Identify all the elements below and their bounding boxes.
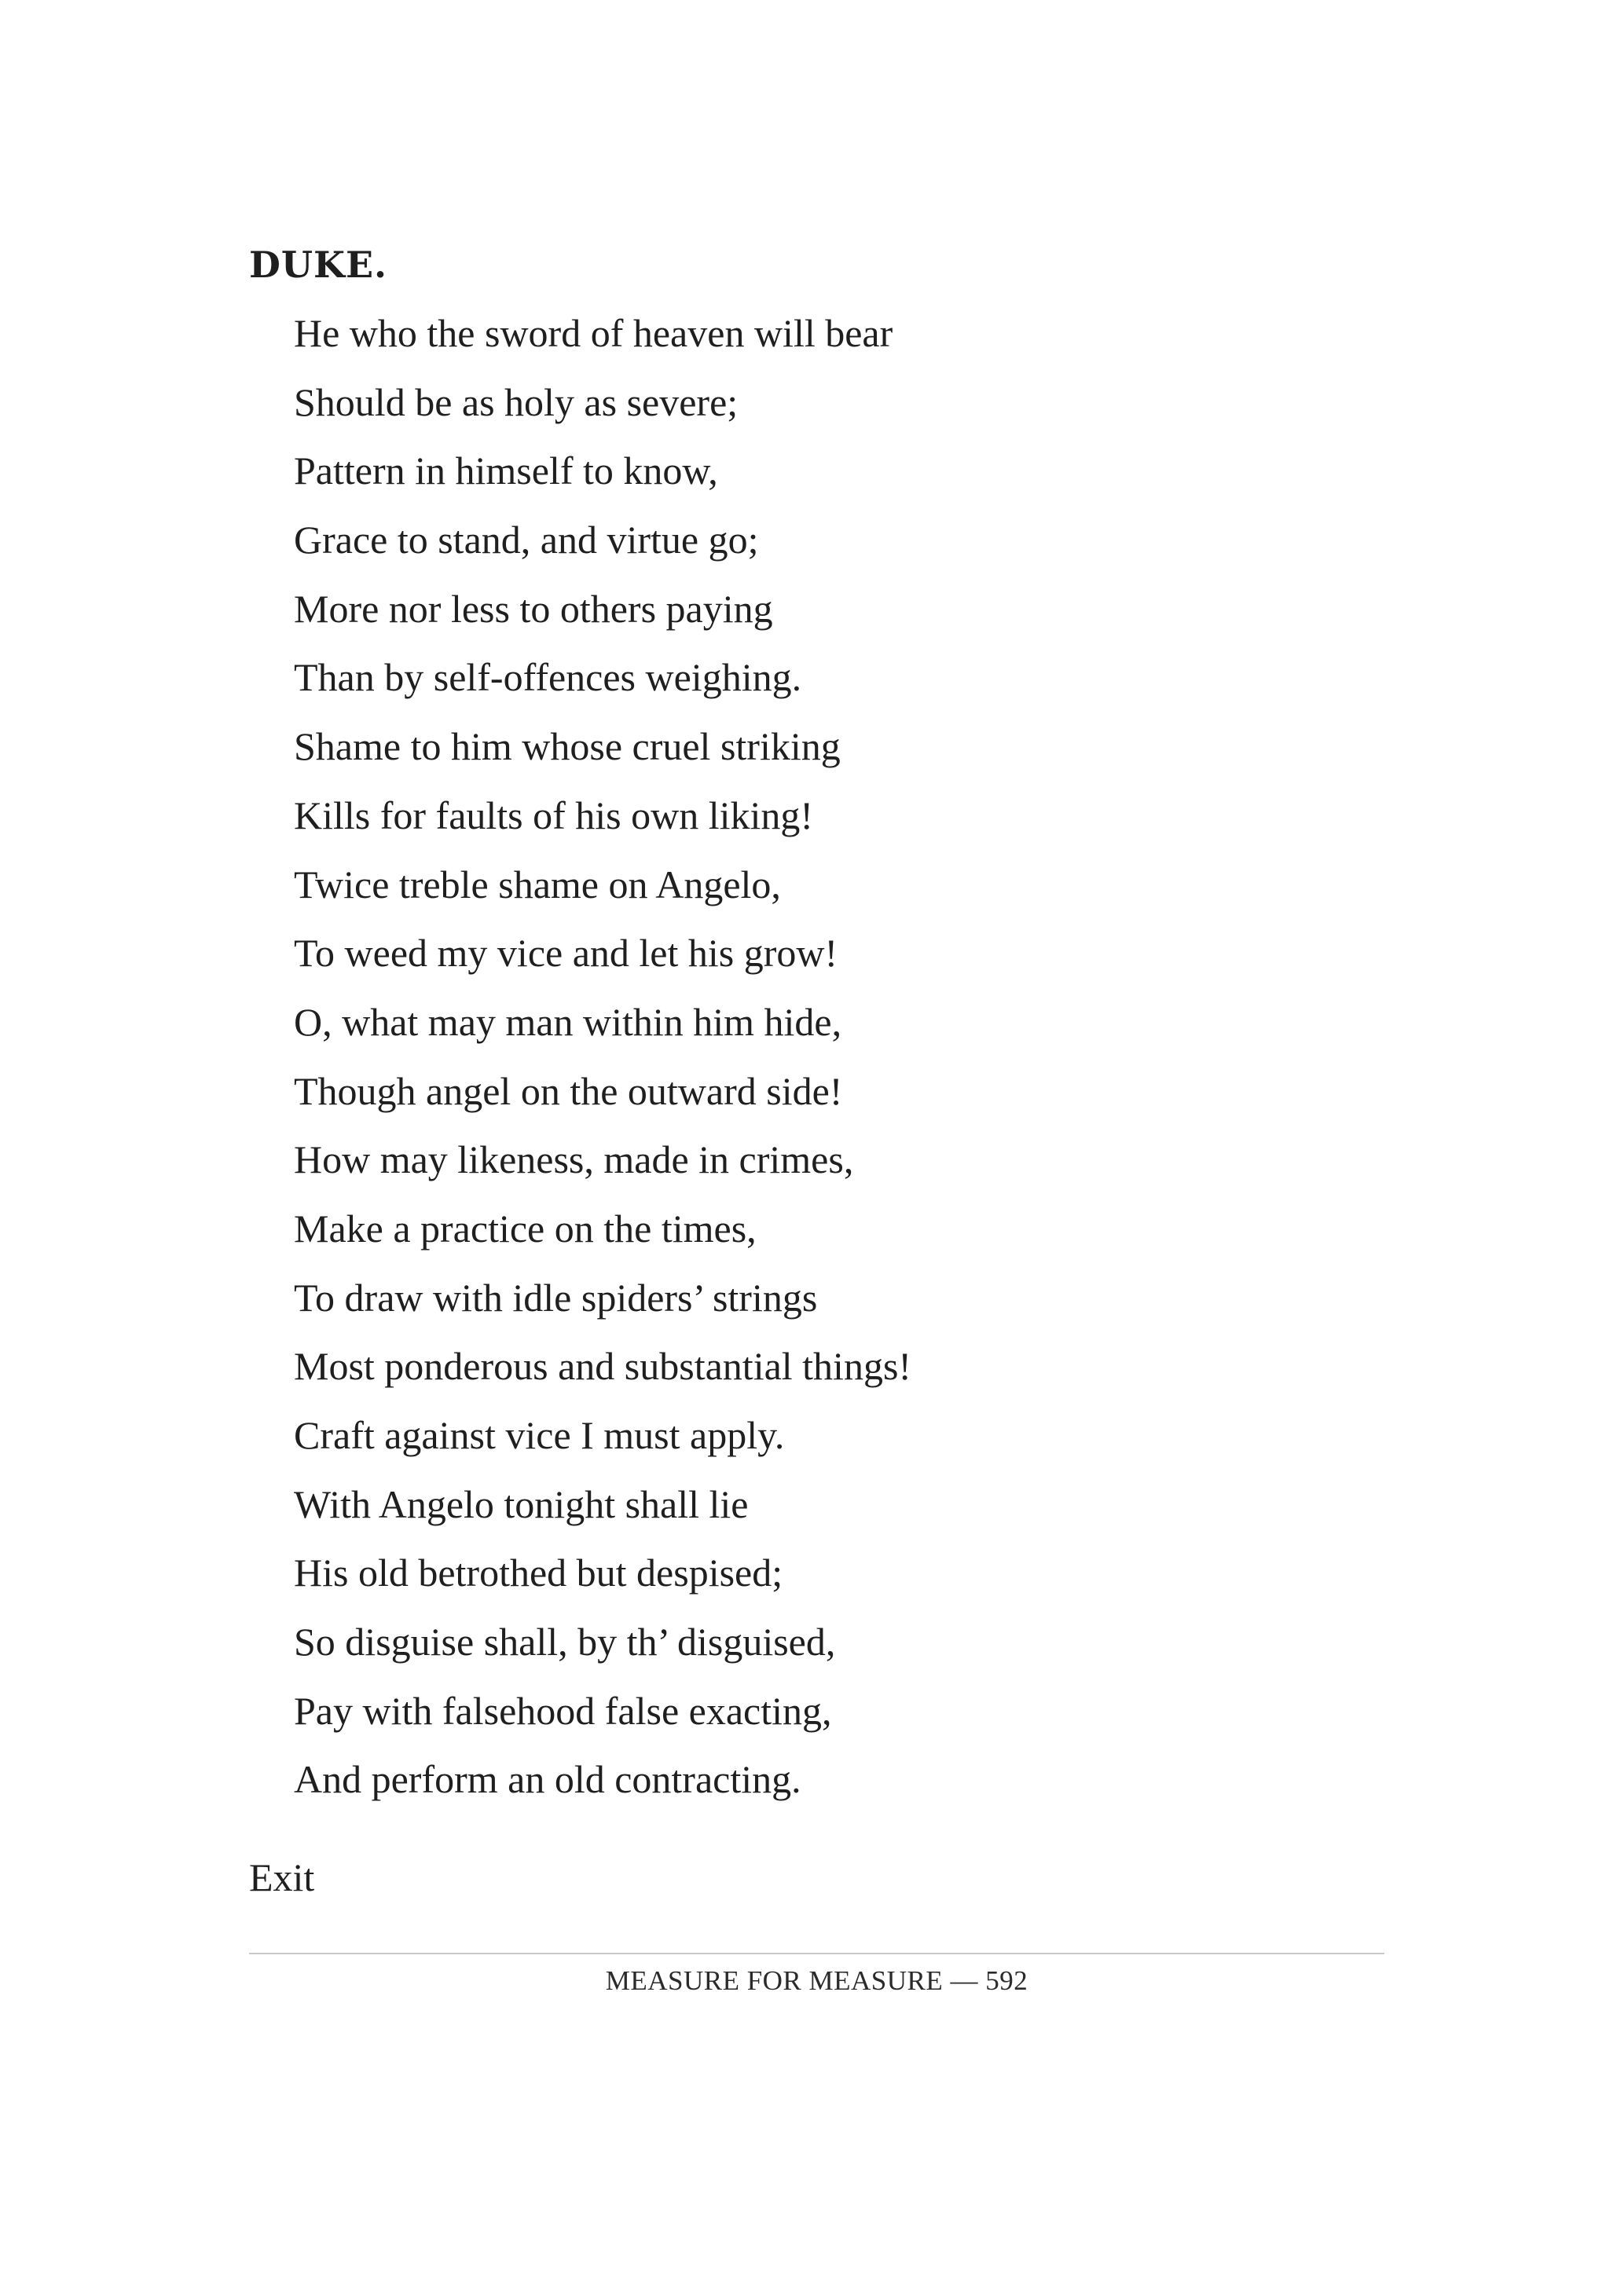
running-footer (249, 1961, 1384, 2001)
verse-line: Most ponderous and substantial things! (294, 1344, 912, 1389)
verse-line: Than by self-offences weighing. (294, 655, 802, 700)
verse-line: How may likeness, made in crimes, (294, 1137, 854, 1182)
verse-line: With Angelo tonight shall lie (294, 1481, 749, 1526)
verse-line: Pay with falsehood false exacting, (294, 1688, 832, 1733)
verse-line: More nor less to others paying (294, 586, 773, 631)
verse-line: And perform an old contracting. (294, 1757, 801, 1802)
verse-line: So disguise shall, by th’ disguised, (294, 1620, 836, 1664)
verse-line: Kills for faults of his own liking! (294, 793, 814, 837)
verse-line: To draw with idle spiders’ strings (294, 1275, 818, 1320)
verse-line: Make a practice on the times, (294, 1206, 757, 1251)
footer-title: MEASURE FOR MEASURE (605, 1965, 944, 1996)
footer-divider (249, 1953, 1384, 1954)
footer-separator: — (950, 1965, 979, 1996)
verse-line: O, what may man within him hide, (294, 999, 842, 1044)
verse-block (294, 309, 911, 1825)
verse-line: Shame to him whose cruel striking (294, 724, 841, 769)
stage-direction: Exit (249, 1855, 315, 1899)
verse-line: Pattern in himself to know, (294, 449, 718, 493)
verse-line: His old betrothed but despised; (294, 1551, 783, 1595)
speaker-name: DUKE. (249, 244, 388, 286)
verse-line: He who the sword of heaven will bear (294, 311, 893, 355)
verse-line: Craft against vice I must apply. (294, 1413, 785, 1457)
verse-line: Should be as holy as severe; (294, 379, 739, 424)
verse-line: Though angel on the outward side! (294, 1068, 843, 1113)
verse-line: Twice treble shame on Angelo, (294, 862, 781, 906)
verse-line: To weed my vice and let his grow! (294, 931, 838, 976)
page-number: 592 (985, 1965, 1028, 1996)
verse-line: Grace to stand, and virtue go; (294, 518, 759, 562)
